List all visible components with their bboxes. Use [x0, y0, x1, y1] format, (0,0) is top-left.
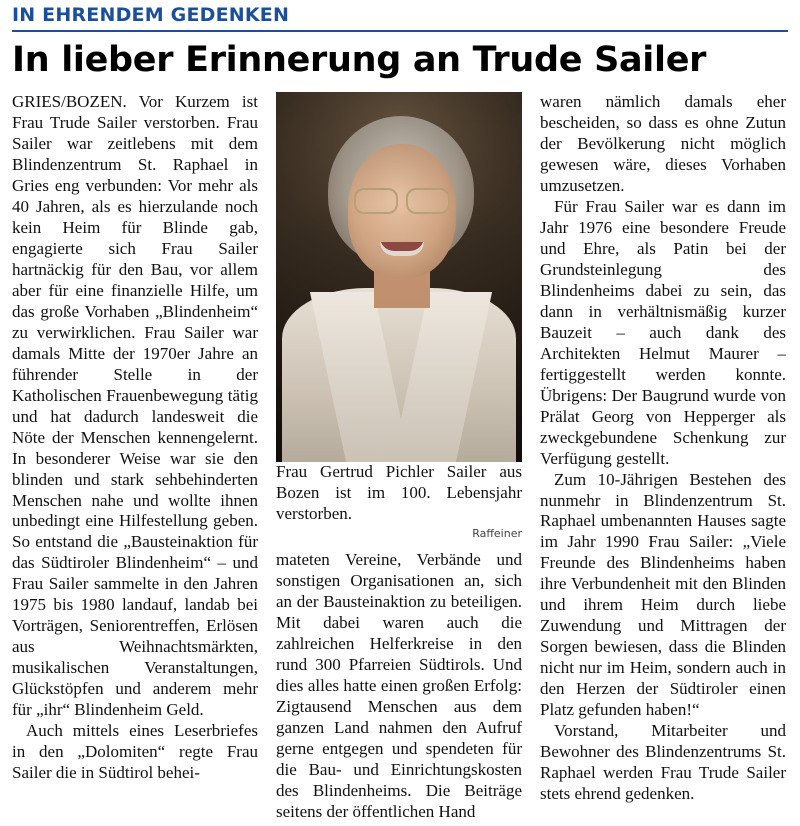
photo-vignette: [276, 92, 522, 462]
photo-credit: Raffeiner: [472, 526, 522, 540]
paragraph: GRIES/BOZEN. Vor Kurzem ist Frau Trude Sailer verstorben. Frau Sailer war zeitlebens mit dem Blindenzentrum St. Raphael in Gries eng verbunden: Vor mehr als 40 Jahren, als es hierzulande noch kein Heim für Blinde gab, engagierte sich Frau Sailer hartnäckig für den Bau, vor allem aber für eine finanzielle Hilfe, um das große Vorhaben „Blindenheim“ zu verwirklichen. Frau Sailer war damals Mitte der 1970er Jahre an führender Stelle in der Katholischen Frauenbewegung tätig und hat dadurch landesweit die Nöte der Menschen kennengelernt. In besonderer Weise war sie den blinden und stark sehbehinderten Menschen nahe und wollte ihnen unbedingt eine Hilfestellung geben. So entstand die „Bausteinaktion für das Südtiroler Blindenheim“ – und Frau Sailer sammelte in den Jahren 1975 bis 1980 landauf, landab bei Vorträgen, Seniorentreffen, Erlösen aus Weihnachtsmärkten, musikalischen Veranstaltungen, Glückstöpfen und anderem mehr für „ihr“ Blindenheim Geld.: [12, 91, 258, 720]
kicker-divider: [12, 30, 788, 32]
paragraph: Für Frau Sailer war es dann im Jahr 1976 eine besondere Freude und Ehre, als Patin bei der Grundsteinlegung des Blindenheims dabei zu sein, das dann in verhältnismäßig kurzer Bauzeit – auch dank des Architekten Helmut Maurer – fertiggestellt werden konnte. Übrigens: Der Baugrund wurde von Prälat Georg von Hepperger als zweckgebundene Schenkung zur Verfügung gestellt.: [540, 196, 786, 468]
portrait-photo: [276, 92, 522, 462]
paragraph: waren nämlich damals eher bescheiden, so dass es ohne Zutun der Bevölkerung nicht möglich gewesen wäre, dieses Vorhaben umzusetzen.: [540, 91, 786, 195]
article-columns: [12, 92, 788, 823]
section-kicker-block: [12, 0, 788, 32]
page-title: In lieber Erinnerung an Trude Sailer: [12, 40, 707, 80]
paragraph: mateten Vereine, Verbände und sonstigen Organisationen an, sich an der Bausteinaktion zu beteiligen. Mit dabei waren auch die zahlreichen Helferkreise in den rund 300 Pfarreien Südtirols. Und dies alles hatte einen großen Erfolg: Zigtausend Menschen aus dem ganzen Land nahmen den Aufruf gerne entgegen und spendeten für die Bau- und Einrichtungskosten des Blindenheims. Die Beiträge seitens der öffentlichen Hand: [276, 549, 522, 821]
photo-block: [276, 92, 522, 540]
column-right: [540, 92, 786, 805]
column-middle: [276, 92, 522, 823]
column-left: [12, 92, 258, 784]
photo-caption: Frau Gertrud Pichler Sailer aus Bozen ist im 100. Lebensjahr verstorben.: [276, 461, 522, 523]
paragraph: Auch mittels eines Leserbriefes in den „Dolomiten“ regte Frau Sailer die in Südtirol behei-: [12, 721, 258, 783]
section-kicker: IN EHRENDEM GEDENKEN: [12, 4, 290, 26]
paragraph: Vorstand, Mitarbeiter und Bewohner des Blindenzentrums St. Raphael werden Frau Trude Sailer stets ehrend gedenken.: [540, 721, 786, 804]
paragraph: Zum 10-Jährigen Bestehen des nunmehr in Blindenzentrum St. Raphael umbenannten Hauses sagte im Jahr 1990 Frau Sailer: „Viele Freunde des Blindenheims haben ihre Verbundenheit mit den Blinden und ihrem Heim durch liebe Zuwendung und Mittragen der Sorgen bewiesen, dass die Blinden nicht nur im Heim, sondern auch in den Herzen der Südtiroler einen Platz gefunden haben!“: [540, 469, 786, 720]
